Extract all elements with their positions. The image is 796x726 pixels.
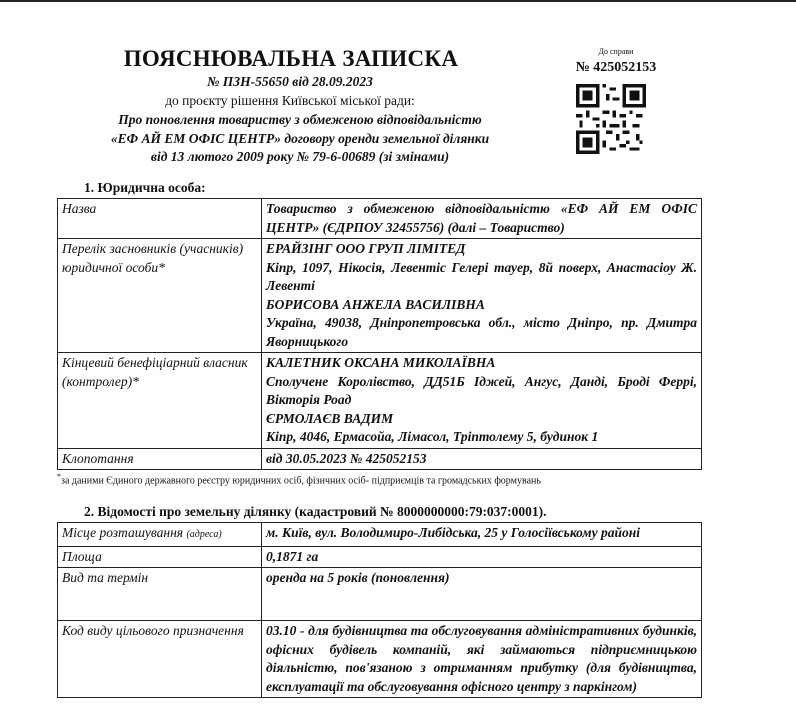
footnote-text: за даними Єдиного державного реєстру юридичних осіб, фізичних осіб- підприємців та громадських формувань (61, 475, 541, 487)
intro-line: Про поновлення товариству з обмеженою відповідальністю (118, 112, 482, 127)
row-label: Код виду цільового призначення (58, 621, 262, 698)
beneficiary-address: Кіпр, 4046, Ермасойа, Лімасол, Тріптолему 5, будинок 1 (266, 429, 599, 444)
row-label: Перелік засновників (учасників) юридичної особи* (58, 239, 262, 353)
beneficiary-name: ЄРМОЛАЄВ ВАДИМ (266, 410, 394, 426)
row-label (58, 523, 262, 547)
row-label: Площа (58, 546, 262, 568)
beneficiary-address: Сполучене Королівство, ДД51Б Іджей, Ангус, Данді, Броді Феррі, Вікторія Роад (266, 373, 697, 407)
row-label: Клопотання (58, 448, 262, 470)
table-row (58, 199, 702, 239)
row-value: м. Київ, вул. Володимиро-Либідська, 25 у Голосіївському районі (262, 523, 702, 547)
table-row (58, 621, 702, 698)
row-value (262, 239, 702, 353)
land-plot-table (57, 522, 702, 698)
case-number: № 425052153 (575, 60, 657, 75)
top-border (0, 0, 796, 2)
case-label: До справи (598, 47, 634, 56)
intro-block (40, 111, 560, 167)
row-value (262, 353, 702, 449)
table-row (58, 568, 702, 621)
founder-name: БОРИСОВА АНЖЕЛА ВАСИЛІВНА (266, 296, 485, 312)
row-label: Вид та термін (58, 568, 262, 621)
row-value: оренда на 5 років (поновлення) (262, 568, 702, 621)
intro-line: від 13 лютого 2009 року № 79-6-00689 (зі змінами) (150, 149, 450, 164)
section-heading-legal-entity: 1. Юридична особа: (84, 180, 206, 195)
founder-name: ЕРАЙЗІНГ ООО ГРУП ЛІМІТЕД (266, 241, 466, 256)
row-label-text: Місце розташування (62, 525, 184, 540)
table-row (58, 353, 702, 449)
legal-entity-table (57, 198, 702, 470)
qr-code-icon (576, 84, 646, 154)
footnote-mark: * (57, 472, 61, 481)
founder-address: Україна, 49038, Дніпропетровська обл., місто Дніпро, пр. Дмитра Яворницького (266, 315, 697, 349)
row-value: від 30.05.2023 № 425052153 (262, 448, 702, 470)
project-line: до проєкту рішення Київської міської ради: (165, 93, 415, 108)
row-label: Кінцевий бенефіціарний власник (контролер)* (58, 353, 262, 449)
table-row (58, 523, 702, 547)
intro-line: «ЕФ АЙ ЕМ ОФІС ЦЕНТР» договору оренди земельної ділянки (110, 130, 490, 146)
table-row (58, 239, 702, 353)
document-title: ПОЯСНЮВАЛЬНА ЗАПИСКА (123, 46, 459, 71)
table-row (58, 448, 702, 470)
beneficiary-name: КАЛЕТНИК ОКСАНА МИКОЛАЇВНА (266, 355, 496, 370)
footnote (57, 472, 541, 486)
founder-address: Кіпр, 1097, Нікосія, Левентіс Гелері тауер, 8й поверх, Анастасіоу Ж. Левенті (266, 259, 697, 293)
row-value: 03.10 - для будівництва та обслуговування адміністративних будинків, офісних будівель компаній, які займаються підприємницькою діяльністю, пов'язаною з отриманням прибутку (для будівництва, експлуатації та обслуговування офісного центру з паркінгом) (262, 621, 702, 698)
table-row (58, 546, 702, 568)
document-number: № ПЗН-55650 від 28.09.2023 (207, 74, 373, 89)
row-value: Товариство з обмеженою відповідальністю «ЕФ АЙ ЕМ ОФІС ЦЕНТР» (ЄДРПОУ 32455756) (далі – Товариство) (262, 199, 702, 239)
row-label: Назва (58, 199, 262, 239)
row-label-note: (адреса) (186, 529, 222, 540)
row-value: 0,1871 га (262, 546, 702, 568)
section-heading-land-plot: 2. Відомості про земельну ділянку (кадастровий № 8000000000:79:037:0001). (84, 504, 547, 519)
